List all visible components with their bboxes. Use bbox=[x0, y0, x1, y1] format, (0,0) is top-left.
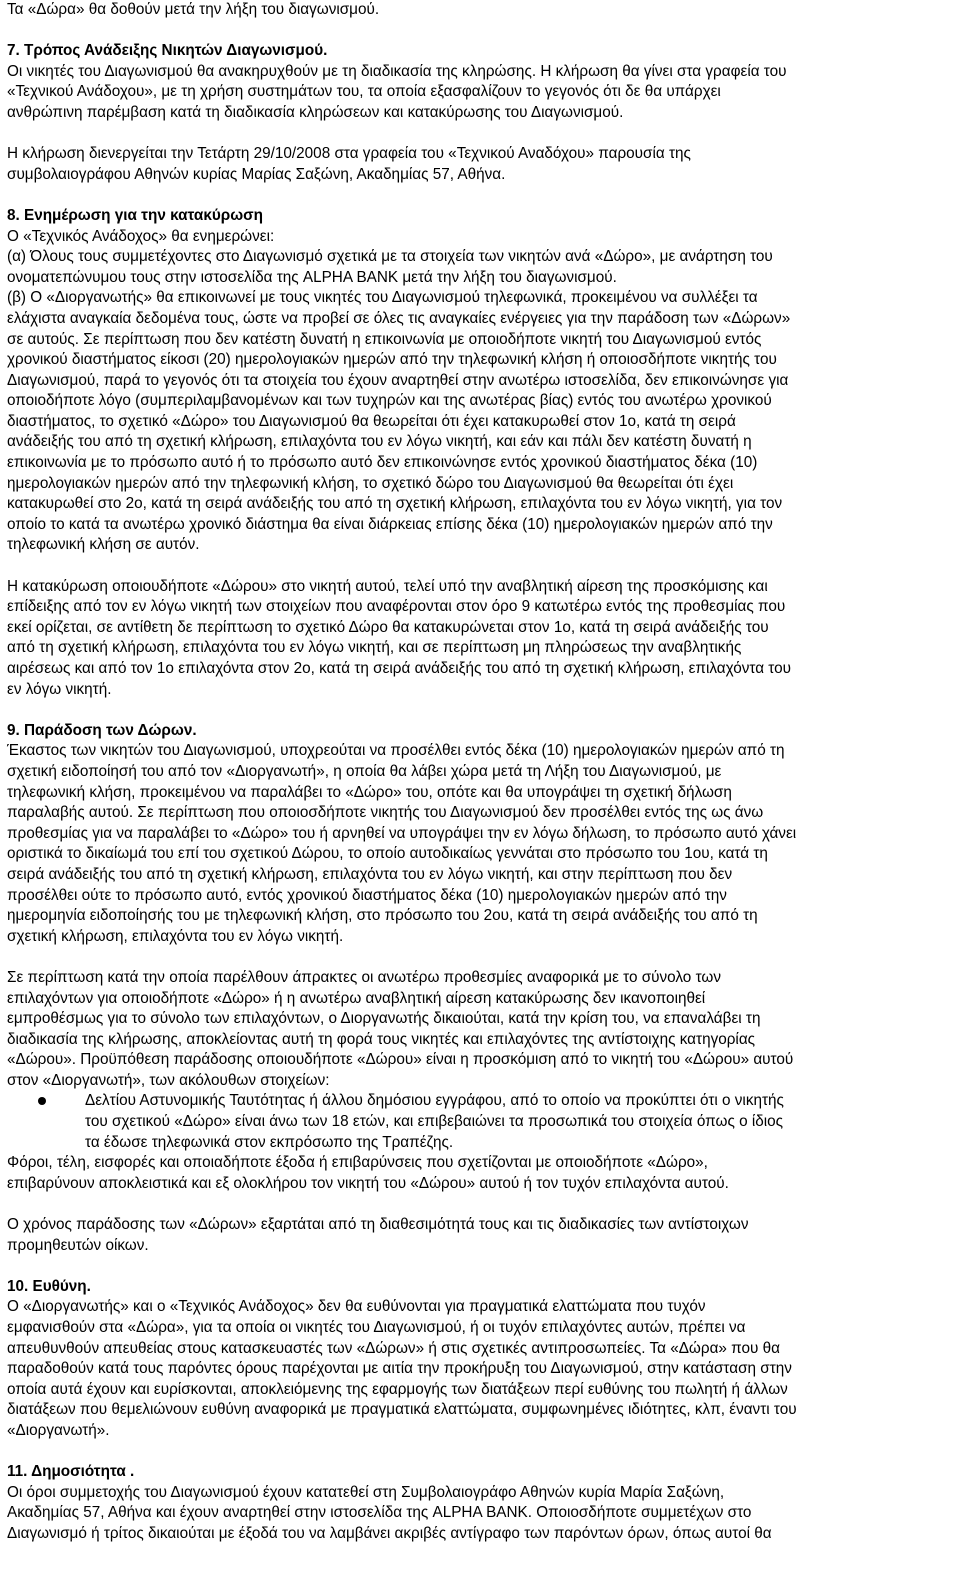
section-9-paragraph-3 bbox=[7, 1153, 942, 1194]
text-line: επίδειξης από τον εν λόγω νικητή των στοιχείων που αναφέρονται στον όρο 9 κατωτέρω εντός της προθεσμίας που bbox=[7, 598, 786, 616]
text-line: σειρά ανάδειξής του από τη σχετική κλήρωση, επιλαχόντα του εν λόγω νικητή, και στην περίπτωση που δεν bbox=[7, 865, 733, 883]
text-line: σε αυτούς. Σε περίπτωση που δεν κατέστη δυνατή η επικοινωνία με οποιοδήποτε νικητή του Διαγωνισμού εντός bbox=[7, 330, 762, 348]
text-line: διατάξεων που θεμελιώνουν ευθύνη αναφορικά με πραγματικά ελαττώματα, συμφωνημένες ιδιότητες, κλπ, έναντι του bbox=[7, 1401, 797, 1419]
text-line: εκεί ορίζεται, σε αντίθετη δε περίπτωση το σχετικό Δώρο θα κατακυρώνεται στον 1ο, κατά τη σειρά ανάδειξής του bbox=[7, 618, 769, 636]
text-line: οριστικά το δικαίωμά του επί του σχετικού Δώρου, το οποίο αυτοδικαίως γεννάται στο πρόσωπο του 1ου, κατά τη bbox=[7, 845, 768, 863]
text-line: ημερολογιακών ημερών από την τηλεφωνική κλήση, το σχετικό δώρο του Διαγωνισμού θα θεωρείται ότι έχει bbox=[7, 474, 734, 492]
spacer bbox=[7, 556, 942, 577]
section-10-heading: 10. Ευθύνη. bbox=[7, 1277, 91, 1295]
spacer bbox=[7, 947, 942, 968]
text-line: Ο χρόνος παράδοσης των «Δώρων» εξαρτάται από τη διαθεσιμότητά τους και τις διαδικασίες των αντίστοιχων bbox=[7, 1216, 749, 1234]
text-line: Διαγωνισμό ή τρίτος δικαιούται με έξοδά του να λαμβάνει ακριβές αντίγραφο των παρόντων όρων, όπως αυτοί θα bbox=[7, 1524, 772, 1542]
text-line: Ακαδημίας 57, Αθήνα και έχουν αναρτηθεί στην ιστοσελίδα της ALPHA BANK. Οποιοσδήποτε συμμετέχων στο bbox=[7, 1504, 752, 1522]
text-line: «Διοργανωτή». bbox=[7, 1421, 110, 1439]
section-9 bbox=[7, 721, 942, 1256]
spacer bbox=[7, 185, 942, 206]
text-line: «Τεχνικού Ανάδοχου», με τη χρήση συστημάτων του, τα οποία εξασφαλίζουν το γεγονός ότι δε θα υπάρχει bbox=[7, 83, 721, 101]
section-7-paragraph-2 bbox=[7, 144, 942, 185]
text-line: (α) Όλους τους συμμετέχοντες στο Διαγωνισμό σχετικά με τα στοιχεία των νικητών ανά «Δώρο», με ανάρτηση του bbox=[7, 248, 773, 266]
text-line: προμηθευτών οίκων. bbox=[7, 1236, 149, 1254]
section-9-paragraph-4 bbox=[7, 1215, 942, 1256]
intro-line: Τα «Δώρα» θα δοθούν μετά την λήξη του διαγωνισμού. bbox=[7, 1, 380, 18]
text-line: Οι όροι συμμετοχής του Διαγωνισμού έχουν κατατεθεί στη Συμβολαιογράφο Αθηνών κυρία Μαρία Σαξώνη, bbox=[7, 1483, 725, 1501]
section-11-paragraph-1 bbox=[7, 1483, 942, 1545]
spacer bbox=[7, 124, 942, 145]
text-line: ονοματεπώνυμου τους στην ιστοσελίδα της ALPHA BANK μετά την λήξη του διαγωνισμού. bbox=[7, 268, 617, 286]
text-line: προσέλθει ούτε το πρόσωπο αυτό, εντός χρονικού διαστήματος δέκα (10) ημερολογιακών ημερών από την bbox=[7, 886, 727, 904]
spacer bbox=[7, 1194, 942, 1215]
section-10 bbox=[7, 1277, 942, 1442]
text-line: οποίο το κατά τα ανωτέρω χρονικό διάστημα θα είναι διάρκειας επίσης δέκα (10) ημερολογιακών ημερών από την bbox=[7, 515, 773, 533]
text-line: προθεσμίας για να παραλάβει το «Δώρο» του ή αρνηθεί να υπογράψει την εν λόγω δήλωση, το πρόσωπο αυτό χάνει bbox=[7, 824, 797, 842]
text-line: τηλεφωνική κλήση σε αυτόν. bbox=[7, 536, 200, 554]
text-line: Η κλήρωση διενεργείται την Τετάρτη 29/10/2008 στα γραφεία του «Τεχνικού Αναδόχου» παρουσία της bbox=[7, 145, 691, 163]
section-9-paragraph-1 bbox=[7, 741, 942, 947]
text-line: ανάδειξής του από τη σχετική κλήρωση, επιλαχόντα του εν λόγω νικητή, και εάν και πάλι δεν κατέστη δυνατή η bbox=[7, 433, 752, 451]
section-9-heading: 9. Παράδοση των Δώρων. bbox=[7, 721, 197, 739]
text-line: εμπροθέσμως για το σύνολο των επιλαχόντων, ο Διοργανωτής δικαιούται, κατά την κρίση του, να επαναλάβει τη bbox=[7, 1010, 761, 1028]
text-line: σχετική ειδοποίησή του από τον «Διοργανωτή», η οποία θα λάβει χώρα μετά τη Λήξη του Διαγωνισμού, με bbox=[7, 762, 722, 780]
text-line: ελάχιστα αναγκαία δεδομένα τους, ώστε να προβεί σε όλες τις αναγκαίες ενέργειες για την παράδοση των «Δώρων» bbox=[7, 309, 791, 327]
text-line: απευθυνθούν απευθείας στους κατασκευαστές των «Δώρων» ή στις σχετικές αντιπροσωπείες. Τα «Δώρα» που θα bbox=[7, 1339, 780, 1357]
section-11 bbox=[7, 1462, 942, 1544]
section-8-paragraph-2 bbox=[7, 577, 942, 701]
text-line: τα έδωσε τηλεφωνικά στον εκπρόσωπο της Τραπέζης. bbox=[85, 1133, 454, 1151]
text-line: ανθρώπινη παρέμβαση κατά τη διαδικασία κληρώσεων και κατακύρωσης του Διαγωνισμού. bbox=[7, 103, 624, 121]
section-8-paragraph-1 bbox=[7, 227, 942, 557]
text-line: Φόροι, τέλη, εισφορές και οποιαδήποτε έξοδα ή επιβαρύνσεις που σχετίζονται με οποιοδήποτε «Δώρο», bbox=[7, 1154, 708, 1172]
section-7-paragraph-1 bbox=[7, 62, 942, 124]
spacer bbox=[7, 700, 942, 721]
section-7 bbox=[7, 41, 942, 185]
text-line: επιβαρύνουν αποκλειστικά και εξ ολοκλήρου τον νικητή του «Δώρου» αυτού ή τον τυχόν επιλαχόντα αυτού. bbox=[7, 1174, 729, 1192]
text-line: ημερομηνία ειδοποίησής του με τηλεφωνική κλήση, στο πρόσωπο του 2ου, κατά τη σειρά ανάδειξής του από τη bbox=[7, 907, 758, 925]
text-line: Οι νικητές του Διαγωνισμού θα ανακηρυχθούν με τη διαδικασία της κληρώσης. Η κλήρωση θα γίνει στα γραφεία του bbox=[7, 62, 787, 80]
text-line: διαστήματος, το σχετικό «Δώρο» του Διαγωνισμού θα θεωρείται ότι έχει κατακυρωθεί στον 1ο, κατά τη σειρά bbox=[7, 412, 736, 430]
section-11-heading: 11. Δημοσιότητα . bbox=[7, 1463, 135, 1481]
text-line: τηλεφωνική κλήση, προκειμένου να παραλάβει το «Δώρο» του, οπότε και θα υπογράψει τη σχετική δήλωση bbox=[7, 783, 732, 801]
text-line: κατακυρωθεί στο 2ο, κατά τη σειρά ανάδειξής του από τη σχετική κλήρωση, επιλαχόντα του εν λόγω νικητή, για τον bbox=[7, 495, 783, 513]
text-line: σχετική κλήρωση, επιλαχόντα του εν λόγω νικητή. bbox=[7, 927, 344, 945]
text-line: οποία αυτά έχουν και ευρίσκονται, αποκλειόμενης της εφαρμογής των διατάξεων περί ευθύνης του πωλητή ή άλλων bbox=[7, 1380, 788, 1398]
text-line: παραδοθούν κατά τους παρόντες όρους παρέχονται με αιτία την προκήρυξη του Διαγωνισμού, στην κατάσταση στην bbox=[7, 1360, 792, 1378]
requirements-list bbox=[7, 1091, 942, 1153]
text-line: εν λόγω νικητή. bbox=[7, 680, 112, 698]
text-line: οποιοδήποτε λόγο (συμπεριλαμβανομένων και των τυχηρών και της ανωτέρας βίας) εντός του ανωτέρω χρονικού bbox=[7, 392, 772, 410]
text-line: «Δώρου». Προϋπόθεση παράδοσης οποιουδήποτε «Δώρου» είναι η προσκόμιση από το νικητή του «Δώρου» αυτού bbox=[7, 1051, 794, 1069]
text-line: χρονικού διαστήματος είκοσι (20) ημερολογιακών ημερών από την τηλεφωνική κλήση ή οποιοσδήποτε νικητής του bbox=[7, 351, 777, 369]
section-8-heading: 8. Ενημέρωση για την κατακύρωση bbox=[7, 206, 263, 224]
section-10-paragraph-1 bbox=[7, 1297, 942, 1441]
text-line: διαδικασία της κλήρωσης, αποκλείοντας αυτή τη φορά τους νικητές και επιλαχόντες της αντίστοιχης κατηγορίας bbox=[7, 1030, 756, 1048]
spacer bbox=[7, 1256, 942, 1277]
text-line: από τη σχετική κλήρωση, επιλαχόντα του εν λόγω νικητή, και σε περίπτωση μη πληρώσεως την αναβλητικής bbox=[7, 639, 742, 657]
text-line: Σε περίπτωση κατά την οποία παρέλθουν άπρακτες οι ανωτέρω προθεσμίες αναφορικά με το σύνολο των bbox=[7, 968, 721, 986]
text-line: εμφανισθούν στα «Δώρα», για τα οποία οι νικητές του Διαγωνισμού, ή οι τυχόν επιλαχόντες αυτών, πρέπει να bbox=[7, 1319, 746, 1336]
text-line: Ο «Διοργανωτής» και ο «Τεχνικός Ανάδοχος» δεν θα ευθύνονται για πραγματικά ελαττώματα που τυχόν bbox=[7, 1298, 706, 1316]
text-line: επικοινωνία με το πρόσωπο αυτό ή το πρόσωπο αυτό δεν επικοινώνησε εντός χρονικού διαστήματος δέκα (10) bbox=[7, 454, 758, 472]
text-line: στον «Διοργανωτή», των ακόλουθων στοιχείων: bbox=[7, 1071, 330, 1089]
section-8 bbox=[7, 206, 942, 700]
text-line: Έκαστος των νικητών του Διαγωνισμού, υποχρεούται να προσέλθει εντός δέκα (10) ημερολογιακών ημερών από τη bbox=[7, 742, 785, 760]
text-line: Διαγωνισμού, παρά το γεγονός ότι τα στοιχεία του έχουν αναρτηθεί στην ανωτέρω ιστοσελίδα, δεν επικοινώνησε για bbox=[7, 371, 789, 389]
text-line: παραλαβής αυτού. Σε περίπτωση που οποιοσδήποτε νικητής του Διαγωνισμού δεν προσέλθει εντός της ως άνω bbox=[7, 804, 764, 822]
text-line: (β) Ο «Διοργανωτής» θα επικοινωνεί με τους νικητές του Διαγωνισμού τηλεφωνικά, προκειμένου να συλλέξει τα bbox=[7, 289, 758, 307]
text-line: Ο «Τεχνικός Ανάδοχος» θα ενημερώνει: bbox=[7, 227, 275, 245]
list-item bbox=[7, 1091, 942, 1153]
text-line: Η κατακύρωση οποιουδήποτε «Δώρου» στο νικητή αυτού, τελεί υπό την αναβλητική αίρεση της προσκόμισης και bbox=[7, 577, 768, 595]
spacer bbox=[7, 21, 942, 42]
text-line: συμβολαιογράφου Αθηνών κυρίας Μαρίας Σαξώνη, Ακαδημίας 57, Αθήνα. bbox=[7, 165, 506, 183]
text-line: επιλαχόντων για οποιοδήποτε «Δώρο» ή η ανωτέρω αναβλητική αίρεση κατακύρωσης δεν ικανοποιηθεί bbox=[7, 989, 706, 1007]
text-line: αιρέσεως και από τον 1ο επιλαχόντα στον 2ο, κατά τη σειρά ανάδειξής του από τη σχετική κλήρωση, επιλαχόντα του bbox=[7, 660, 791, 677]
text-line: Δελτίου Αστυνομικής Ταυτότητας ή άλλου δημόσιου εγγράφου, από το οποίο να προκύπτει ότι ο νικητής bbox=[85, 1092, 784, 1110]
text-line: του σχετικού «Δώρο» είναι άνω των 18 ετών, και επιβεβαιώνει τα προσωπικά του στοιχεία όπως ο ίδιος bbox=[85, 1113, 784, 1131]
section-7-heading: 7. Τρόπος Ανάδειξης Νικητών Διαγωνισμού. bbox=[7, 42, 328, 60]
section-9-paragraph-2 bbox=[7, 968, 942, 1092]
spacer bbox=[7, 1442, 942, 1463]
